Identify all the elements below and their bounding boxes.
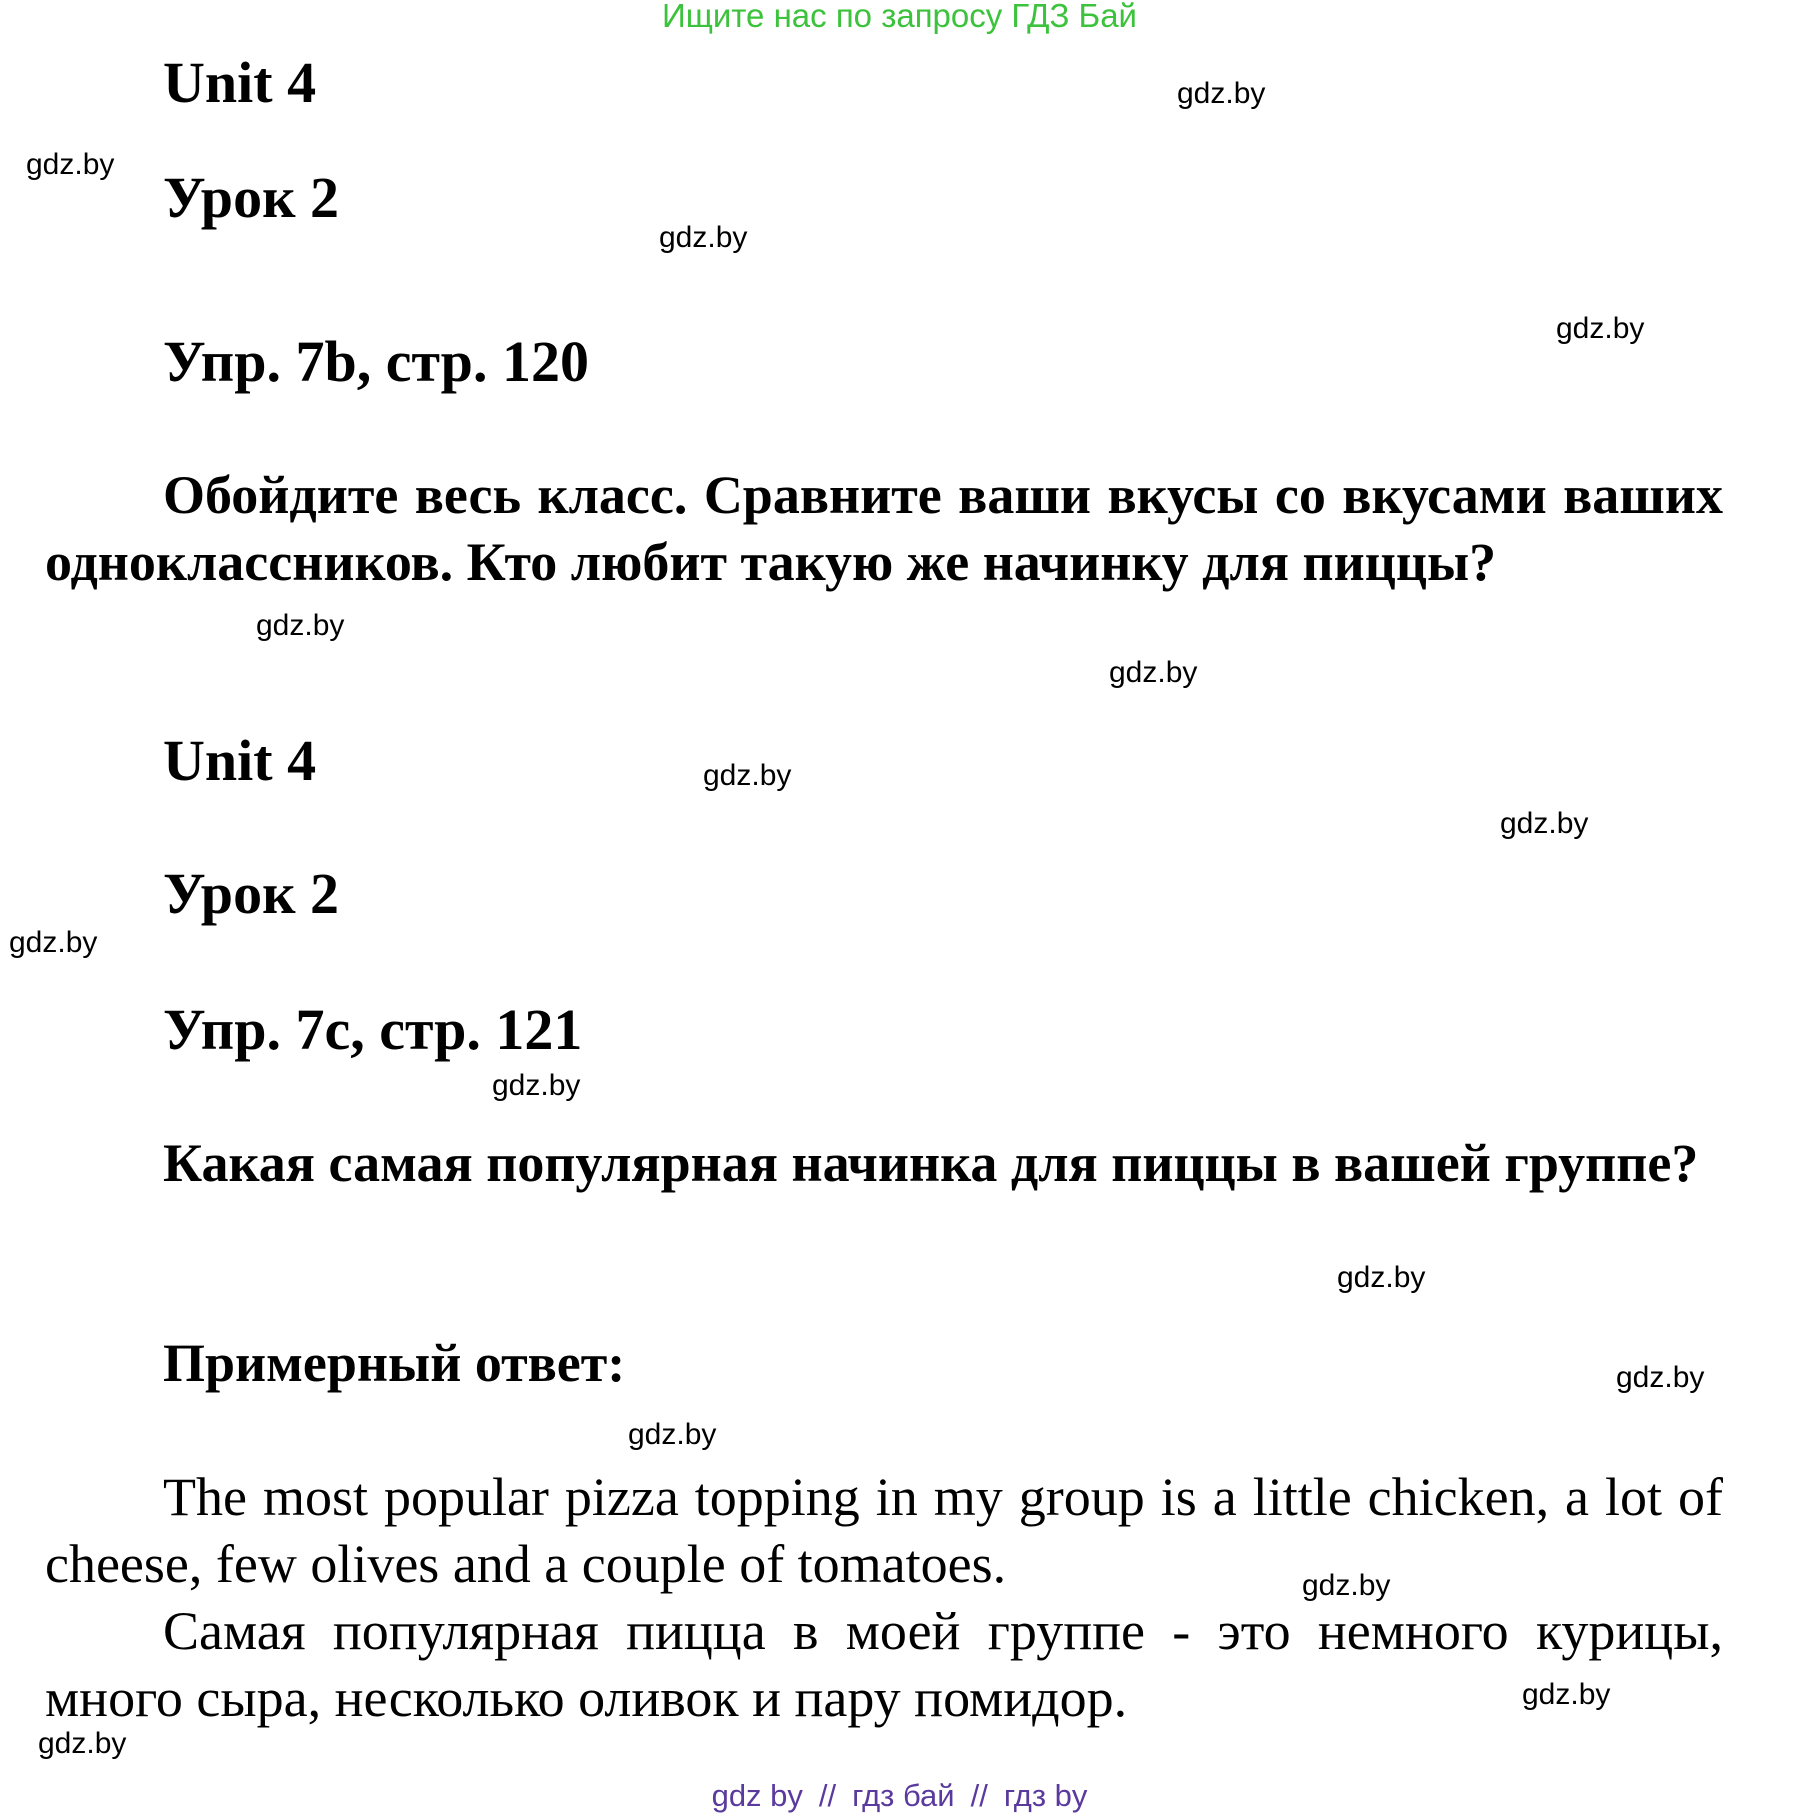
task-text-1: Обойдите весь класс. Сравните ваши вкусы со вкусами ваших одноклассников. Кто любит такую же начинку для пиццы?	[45, 465, 1723, 592]
answer-russian: Самая популярная пицца в моей группе - это немного курицы, много сыра, несколько оливок и пару помидор.	[45, 1601, 1723, 1728]
footer-links	[0, 1776, 1799, 1816]
footer-separator: //	[818, 1778, 837, 1813]
watermark: gdz.by	[1522, 1678, 1611, 1711]
watermark: gdz.by	[492, 1069, 581, 1102]
watermark: gdz.by	[1500, 807, 1589, 840]
exercise-heading-2: Упр. 7c, стр. 121	[163, 997, 583, 1062]
search-banner[interactable]	[0, 0, 1799, 36]
watermark: gdz.by	[1616, 1361, 1705, 1394]
watermark: gdz.by	[1337, 1261, 1426, 1294]
unit-heading-1: Unit 4	[163, 50, 317, 115]
watermark: gdz.by	[9, 926, 98, 959]
lesson-heading-2: Урок 2	[163, 861, 339, 926]
watermark: gdz.by	[1109, 656, 1198, 689]
search-banner-text[interactable]: Ищите нас по запросу ГДЗ Бай	[662, 0, 1137, 34]
footer-link-gdz-by-cyr[interactable]: гдз by	[1003, 1778, 1088, 1813]
watermark: gdz.by	[1302, 1569, 1391, 1602]
footer-separator: //	[970, 1778, 988, 1813]
watermark: gdz.by	[256, 609, 345, 642]
watermark: gdz.by	[628, 1418, 717, 1451]
footer-link-gdz-by[interactable]: gdz by	[711, 1778, 803, 1813]
watermark: gdz.by	[1177, 77, 1266, 110]
exercise-heading-1: Упр. 7b, стр. 120	[163, 329, 589, 394]
watermark: gdz.by	[26, 148, 115, 181]
watermark: gdz.by	[1556, 312, 1645, 345]
watermark: gdz.by	[703, 759, 792, 792]
answer-english: The most popular pizza topping in my group is a little chicken, a lot of cheese, few olives and a couple of tomatoes.	[45, 1467, 1723, 1594]
answer-label: Примерный ответ:	[163, 1333, 626, 1393]
footer-link-gdz-bai[interactable]: гдз бай	[852, 1778, 955, 1813]
unit-heading-2: Unit 4	[163, 728, 317, 793]
watermark: gdz.by	[659, 221, 748, 254]
watermark: gdz.by	[38, 1727, 127, 1760]
task-text-2: Какая самая популярная начинка для пиццы в вашей группе?	[163, 1133, 1699, 1193]
lesson-heading-1: Урок 2	[163, 165, 339, 230]
